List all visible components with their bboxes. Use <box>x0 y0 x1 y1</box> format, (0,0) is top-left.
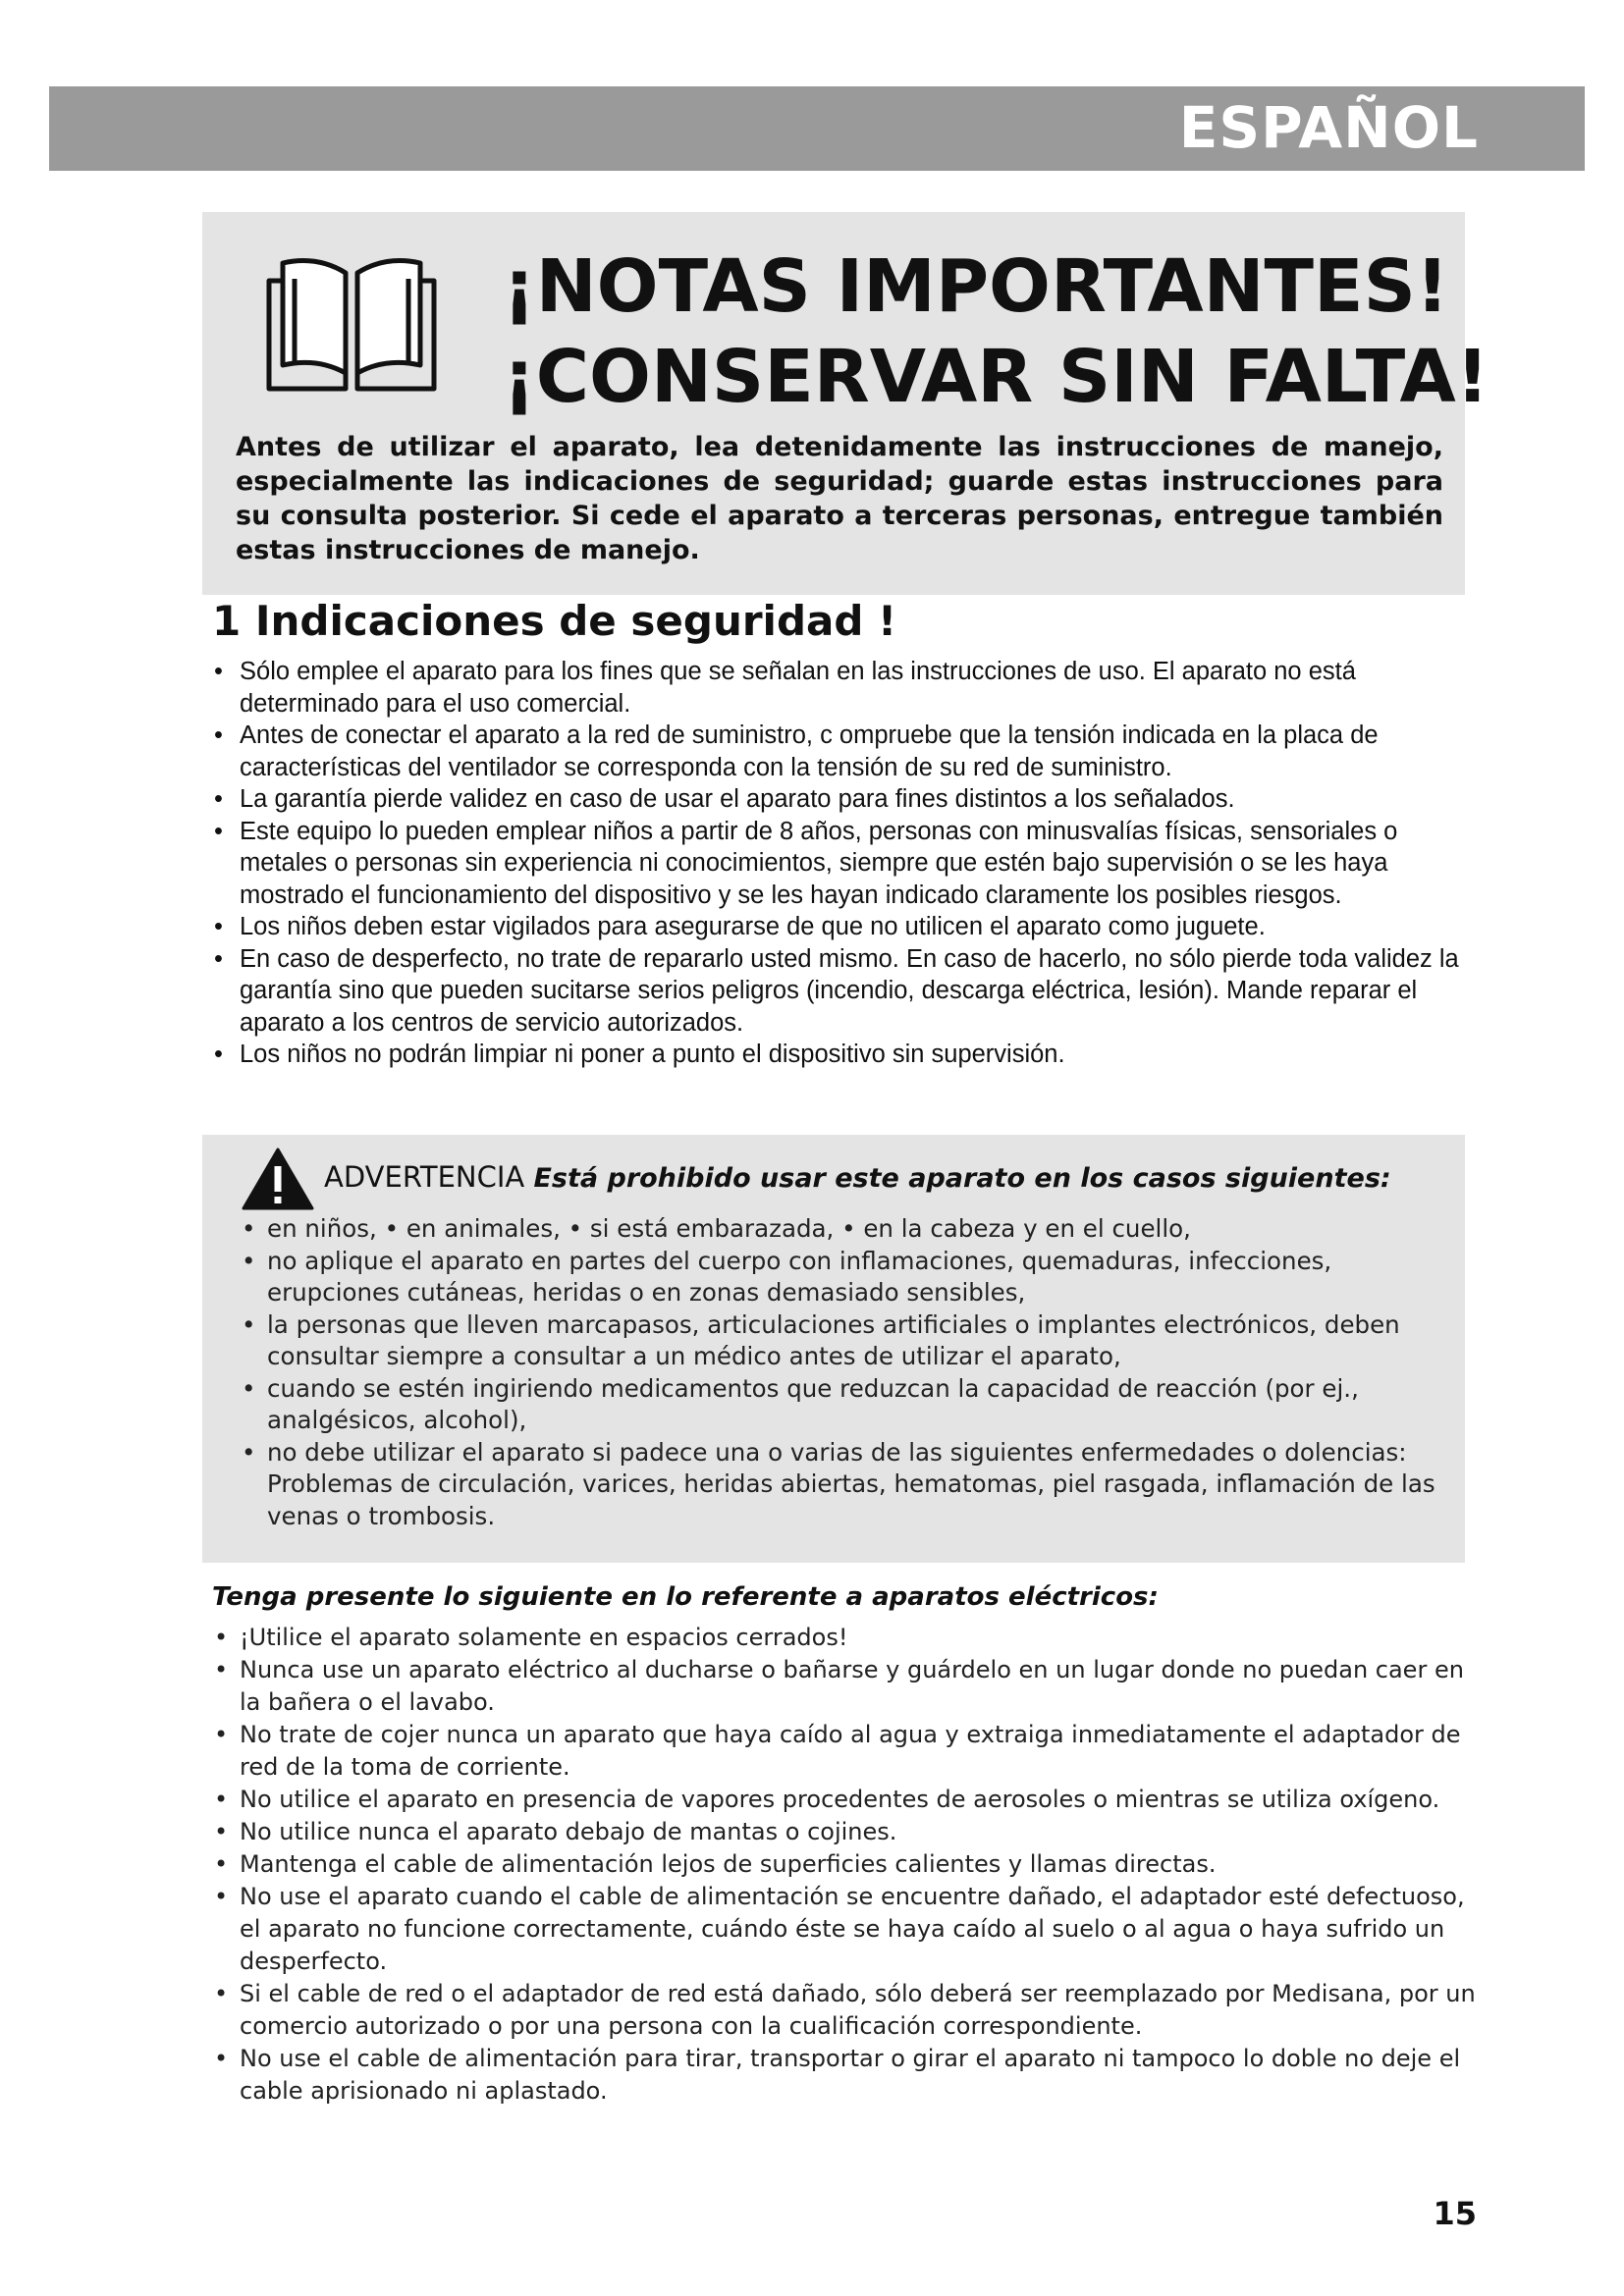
safety-item: • La garantía pierde validez en caso de usar el aparato para fines distintos a los señalados. <box>210 783 1487 816</box>
warning-item: • no debe utilizar el aparato si padece una o varias de las siguientes enfermedades o dolencias: Problemas de circulación, varices, heridas abiertas, hematomas, piel rasgada, inflamación de las venas o trombosis. <box>238 1437 1445 1533</box>
warning-item: • no aplique el aparato en partes del cuerpo con inflamaciones, quemaduras, infecciones, erupciones cutáneas, heridas o en zonas demasiado sensibles, <box>238 1246 1445 1309</box>
electric-list <box>210 1622 1487 2108</box>
notice-title <box>503 241 1489 422</box>
electric-section-heading: Tenga presente lo siguiente en lo referente a aparatos eléctricos: <box>212 1582 1159 1612</box>
important-notice-box <box>202 212 1489 595</box>
safety-item: • Antes de conectar el aparato a la red de suministro, c ompruebe que la tensión indicada en la placa de características del ventilador se corresponda con la tensión de su red de suministro. <box>210 720 1487 783</box>
electric-item: • No use el aparato cuando el cable de alimentación se encuentre dañado, el adaptador esté defectuoso, el aparato no funcione correctamente, cuándo éste se haya caído al suelo o al agua o haya sufrido un desperfecto. <box>210 1881 1487 1978</box>
electric-item: • ¡Utilice el aparato solamente en espacios cerrados! <box>210 1622 1487 1654</box>
warning-item: • en niños, • en animales, • si está embarazada, • en la cabeza y en el cuello, <box>238 1213 1445 1246</box>
notice-title-line-2: ¡CONSERVAR SIN FALTA! <box>503 335 1489 419</box>
electric-item: • No utilice el aparato en presencia de vapores procedentes de aerosoles o mientras se utiliza oxígeno. <box>210 1784 1487 1816</box>
electric-item: • No trate de cojer nunca un aparato que haya caído al agua y extraiga inmediatamente el adaptador de red de la toma de corriente. <box>210 1719 1487 1784</box>
electric-item: • Mantenga el cable de alimentación lejos de superficies calientes y llamas directas. <box>210 1848 1487 1881</box>
warning-description: Está prohibido usar este aparato en los casos siguientes: <box>533 1163 1391 1194</box>
safety-item: • Los niños no podrán limpiar ni poner a punto el dispositivo sin supervisión. <box>210 1039 1487 1071</box>
language-header-bar <box>49 86 1585 171</box>
electric-item: • Nunca use un aparato eléctrico al ducharse o bañarse y guárdelo en un lugar donde no puedan caer en la bañera o el lavabo. <box>210 1654 1487 1719</box>
warning-box <box>202 1135 1465 1563</box>
warning-triangle-icon <box>242 1147 314 1211</box>
electric-item: • Si el cable de red o el adaptador de red está dañado, sólo deberá ser reemplazado por Medisana, por un comercio autorizado o por una persona con la cualificación correspondiente. <box>210 1978 1487 2043</box>
page-number: 15 <box>1433 2195 1477 2232</box>
language-label: ESPAÑOL <box>1178 94 1479 161</box>
safety-item: • En caso de desperfecto, no trate de repararlo usted mismo. En caso de hacerlo, no sólo pierde toda validez la garantía sino que pueden sucitarse serios peligros (incendio, descarga eléctrica, lesión). Mande reparar el aparato a los centros de servicio autorizados. <box>210 943 1487 1040</box>
safety-item: • Este equipo lo pueden emplear niños a partir de 8 años, personas con minusvalías físicas, sensoriales o metales o personas sin experiencia ni conocimientos, siempre que estén bajo supervisión o se les haya mostrado el funcionamiento del dispositivo y se les hayan indicado claramente los posibles riesgos. <box>210 816 1487 912</box>
warning-list <box>238 1213 1445 1532</box>
electric-item: • No use el cable de alimentación para tirar, transportar o girar el aparato ni tampoco lo doble no deje el cable aprisionado ni aplastado. <box>210 2043 1487 2108</box>
warning-heading <box>324 1160 1391 1194</box>
open-book-icon <box>263 251 440 399</box>
warning-label: ADVERTENCIA <box>324 1160 525 1194</box>
safety-list <box>210 656 1487 1071</box>
electric-item: • No utilice nunca el aparato debajo de mantas o cojines. <box>210 1816 1487 1848</box>
warning-item: • la personas que lleven marcapasos, articulaciones artificiales o implantes electrónicos, deben consultar siempre a consultar a un médico antes de utilizar el aparato, <box>238 1309 1445 1373</box>
warning-item: • cuando se estén ingiriendo medicamentos que reduzcan la capacidad de reacción (por ej., analgésicos, alcohol), <box>238 1373 1445 1437</box>
notice-text: Antes de utilizar el aparato, lea detenidamente las instrucciones de manejo, especialmente las indicaciones de seguridad; guarde estas instrucciones para su consulta posterior. Si cede el aparato a terceras personas, entregue también estas instrucciones de manejo. <box>236 432 1443 565</box>
safety-item: • Sólo emplee el aparato para los fines que se señalan en las instrucciones de uso. El aparato no está determinado para el uso comercial. <box>210 656 1487 720</box>
notice-title-line-1: ¡NOTAS IMPORTANTES! <box>503 244 1449 329</box>
safety-section-heading: 1 Indicaciones de seguridad ! <box>212 597 897 645</box>
safety-item: • Los niños deben estar vigilados para asegurarse de que no utilicen el aparato como juguete. <box>210 911 1487 943</box>
